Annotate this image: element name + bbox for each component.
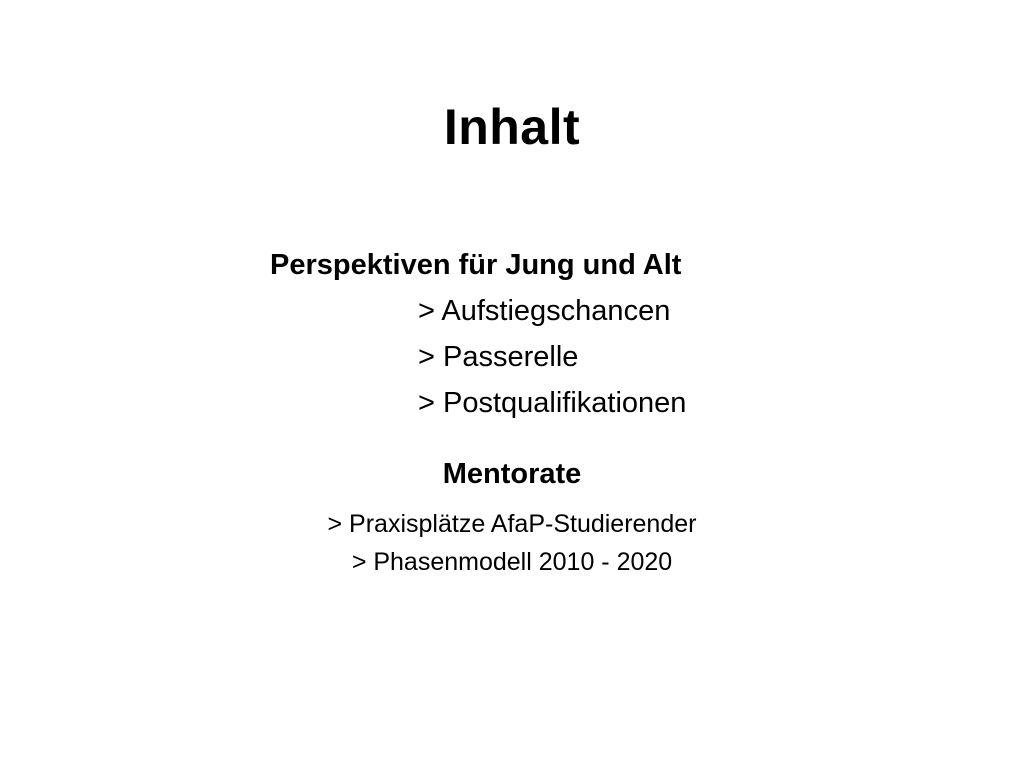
list-item: > Postqualifikationen [418,387,687,419]
perspektiven-list [418,288,686,426]
list-item: > Phasenmodell 2010 - 2020 [351,548,673,576]
section-heading-perspektiven: Perspektiven für Jung und Alt [270,249,682,281]
list-item: > Passerelle [418,341,579,373]
section-heading-mentorate: Mentorate [442,458,582,490]
list-item: > Aufstiegschancen [418,295,671,327]
slide-title: Inhalt [443,99,581,155]
mentorate-list [0,505,1024,581]
list-item: > Praxisplätze AfaP-Studierender [327,510,697,538]
